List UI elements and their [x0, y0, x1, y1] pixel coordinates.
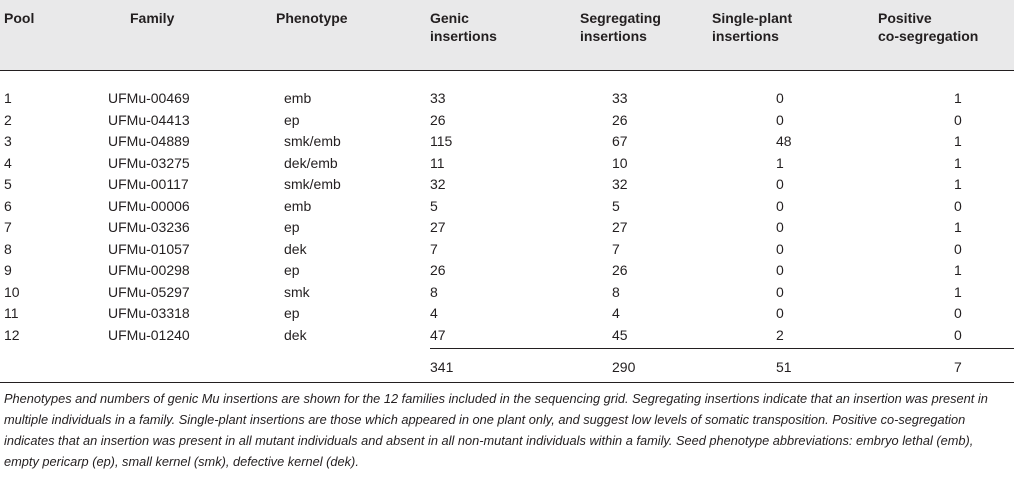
cell-segregating: 67: [612, 133, 628, 149]
table-row: [0, 325, 1014, 345]
header-single-plant-insertions: [712, 9, 792, 45]
cell-segregating: 7: [612, 240, 620, 257]
cell-positive: 1: [954, 133, 962, 149]
cell-positive: 0: [954, 305, 962, 321]
cell-family: UFMu-03236: [108, 219, 190, 235]
header-segregating-line2: insertions: [580, 28, 647, 44]
cell-phenotype: dek: [284, 326, 307, 343]
cell-positive: 1: [954, 154, 962, 171]
cell-single-plant: 0: [776, 111, 784, 128]
cell-phenotype: smk/emb: [284, 133, 341, 149]
cell-pool: 6: [4, 197, 12, 214]
cell-genic: 115: [430, 133, 453, 149]
cell-phenotype: dek/emb: [284, 154, 338, 171]
cell-phenotype: ep: [284, 219, 300, 235]
cell-pool: 7: [4, 219, 12, 235]
cell-family: UFMu-04413: [108, 111, 190, 128]
cell-segregating: 26: [612, 111, 628, 128]
cell-segregating: 26: [612, 262, 628, 278]
table-row: [0, 174, 1014, 194]
cell-segregating: 27: [612, 219, 628, 235]
cell-pool: 1: [4, 90, 12, 106]
table-row: [0, 110, 1014, 130]
cell-phenotype: emb: [284, 90, 312, 106]
cell-genic: 8: [430, 283, 438, 300]
cell-positive: 0: [954, 326, 962, 343]
totals-divider: [430, 348, 1014, 349]
header-segregating-insertions: [580, 9, 661, 45]
header-positive-cosegregation: [878, 9, 978, 45]
cell-positive: 1: [954, 176, 962, 192]
cell-single-plant: 0: [776, 197, 784, 214]
cell-segregating: 32: [612, 176, 628, 192]
cell-genic: 47: [430, 326, 446, 343]
cell-positive: 0: [954, 240, 962, 257]
cell-family: UFMu-05297: [108, 283, 190, 300]
cell-single-plant: 0: [776, 176, 784, 192]
cell-positive: 1: [954, 90, 962, 106]
cell-genic: 7: [430, 240, 438, 257]
cell-genic: 5: [430, 197, 438, 214]
cell-family: UFMu-00006: [108, 197, 190, 214]
cell-pool: 5: [4, 176, 12, 192]
header-positive-line1: Positive: [878, 10, 932, 26]
cell-family: UFMu-03318: [108, 305, 190, 321]
cell-family: UFMu-00117: [108, 176, 189, 192]
cell-single-plant: 48: [776, 133, 792, 149]
table-row: [0, 196, 1014, 216]
cell-pool: 10: [4, 283, 20, 300]
cell-positive: 1: [954, 283, 962, 300]
cell-single-plant: 0: [776, 240, 784, 257]
table-bottom-rule: [0, 382, 1014, 383]
cell-single-plant: 0: [776, 262, 784, 278]
cell-single-plant: 1: [776, 154, 784, 171]
cell-pool: 9: [4, 262, 12, 278]
cell-pool: 11: [4, 305, 19, 321]
cell-single-plant: 0: [776, 219, 784, 235]
cell-segregating: 4: [612, 305, 620, 321]
table-row: [0, 239, 1014, 259]
cell-single-plant: 0: [776, 90, 784, 106]
total-genic: 341: [430, 359, 454, 375]
cell-pool: 2: [4, 111, 12, 128]
cell-segregating: 5: [612, 197, 620, 214]
table-row: [0, 303, 1014, 323]
header-single-line2: insertions: [712, 28, 779, 44]
header-positive-line2: co-segregation: [878, 28, 979, 44]
cell-phenotype: dek: [284, 240, 307, 257]
cell-pool: 4: [4, 154, 12, 171]
cell-genic: 4: [430, 305, 438, 321]
header-segregating-line1: Segregating: [580, 10, 661, 26]
cell-phenotype: emb: [284, 197, 312, 214]
table-header: [0, 0, 1014, 70]
header-genic-line2: insertions: [430, 28, 497, 44]
cell-phenotype: ep: [284, 111, 300, 128]
cell-pool: 8: [4, 240, 12, 257]
table-row: [0, 260, 1014, 280]
cell-single-plant: 2: [776, 326, 784, 343]
cell-family: UFMu-04889: [108, 133, 190, 149]
cell-genic: 26: [430, 262, 446, 278]
cell-positive: 0: [954, 197, 962, 214]
cell-segregating: 33: [612, 90, 628, 106]
cell-single-plant: 0: [776, 283, 784, 300]
header-pool: Pool: [4, 10, 35, 26]
total-single-plant: 51: [776, 359, 792, 375]
header-single-line1: Single-plant: [712, 10, 793, 26]
table-row: [0, 153, 1014, 173]
cell-segregating: 10: [612, 154, 628, 171]
cell-single-plant: 0: [776, 305, 784, 321]
header-genic-insertions: [430, 9, 497, 45]
totals-row: [0, 357, 1014, 377]
total-positive: 7: [954, 359, 962, 375]
cell-family: UFMu-01240: [108, 326, 190, 343]
cell-genic: 11: [430, 154, 445, 171]
cell-family: UFMu-03275: [108, 154, 190, 171]
cell-segregating: 8: [612, 283, 620, 300]
cell-phenotype: ep: [284, 305, 300, 321]
cell-positive: 1: [954, 262, 962, 278]
table-row: [0, 131, 1014, 151]
cell-genic: 26: [430, 111, 446, 128]
cell-positive: 0: [954, 111, 962, 128]
header-phenotype: Phenotype: [276, 10, 348, 26]
header-genic-line1: Genic: [430, 10, 469, 26]
table-footnote: Phenotypes and numbers of genic Mu insertions are shown for the 12 families included in the sequencing grid. Segregating insertions indicate that an insertion was present in multiple individuals in a family. Single-plant insertions are those which appeared in one plant only, and suggest low levels of somatic transposition. Positive co-segregation indicates that an insertion was present in all mutant individuals and absent in all non-mutant individuals within a family. Seed phenotype abbreviations: embryo lethal (emb), empty pericarp (ep), small kernel (smk), defective kernel (dek).: [4, 391, 988, 469]
header-divider: [0, 70, 1014, 71]
cell-positive: 1: [954, 219, 962, 235]
cell-pool: 3: [4, 133, 12, 149]
cell-phenotype: smk: [284, 283, 310, 300]
cell-family: UFMu-00469: [108, 90, 190, 106]
cell-phenotype: ep: [284, 262, 300, 278]
cell-phenotype: smk/emb: [284, 176, 341, 192]
cell-family: UFMu-01057: [108, 240, 190, 257]
cell-family: UFMu-00298: [108, 262, 190, 278]
cell-genic: 33: [430, 90, 446, 106]
cell-genic: 32: [430, 176, 446, 192]
header-family: Family: [130, 10, 175, 26]
cell-genic: 27: [430, 219, 446, 235]
table-row: [0, 217, 1014, 237]
table-row: [0, 282, 1014, 302]
cell-pool: 12: [4, 326, 20, 343]
total-segregating: 290: [612, 359, 636, 375]
cell-segregating: 45: [612, 326, 628, 343]
table-row: [0, 88, 1014, 108]
